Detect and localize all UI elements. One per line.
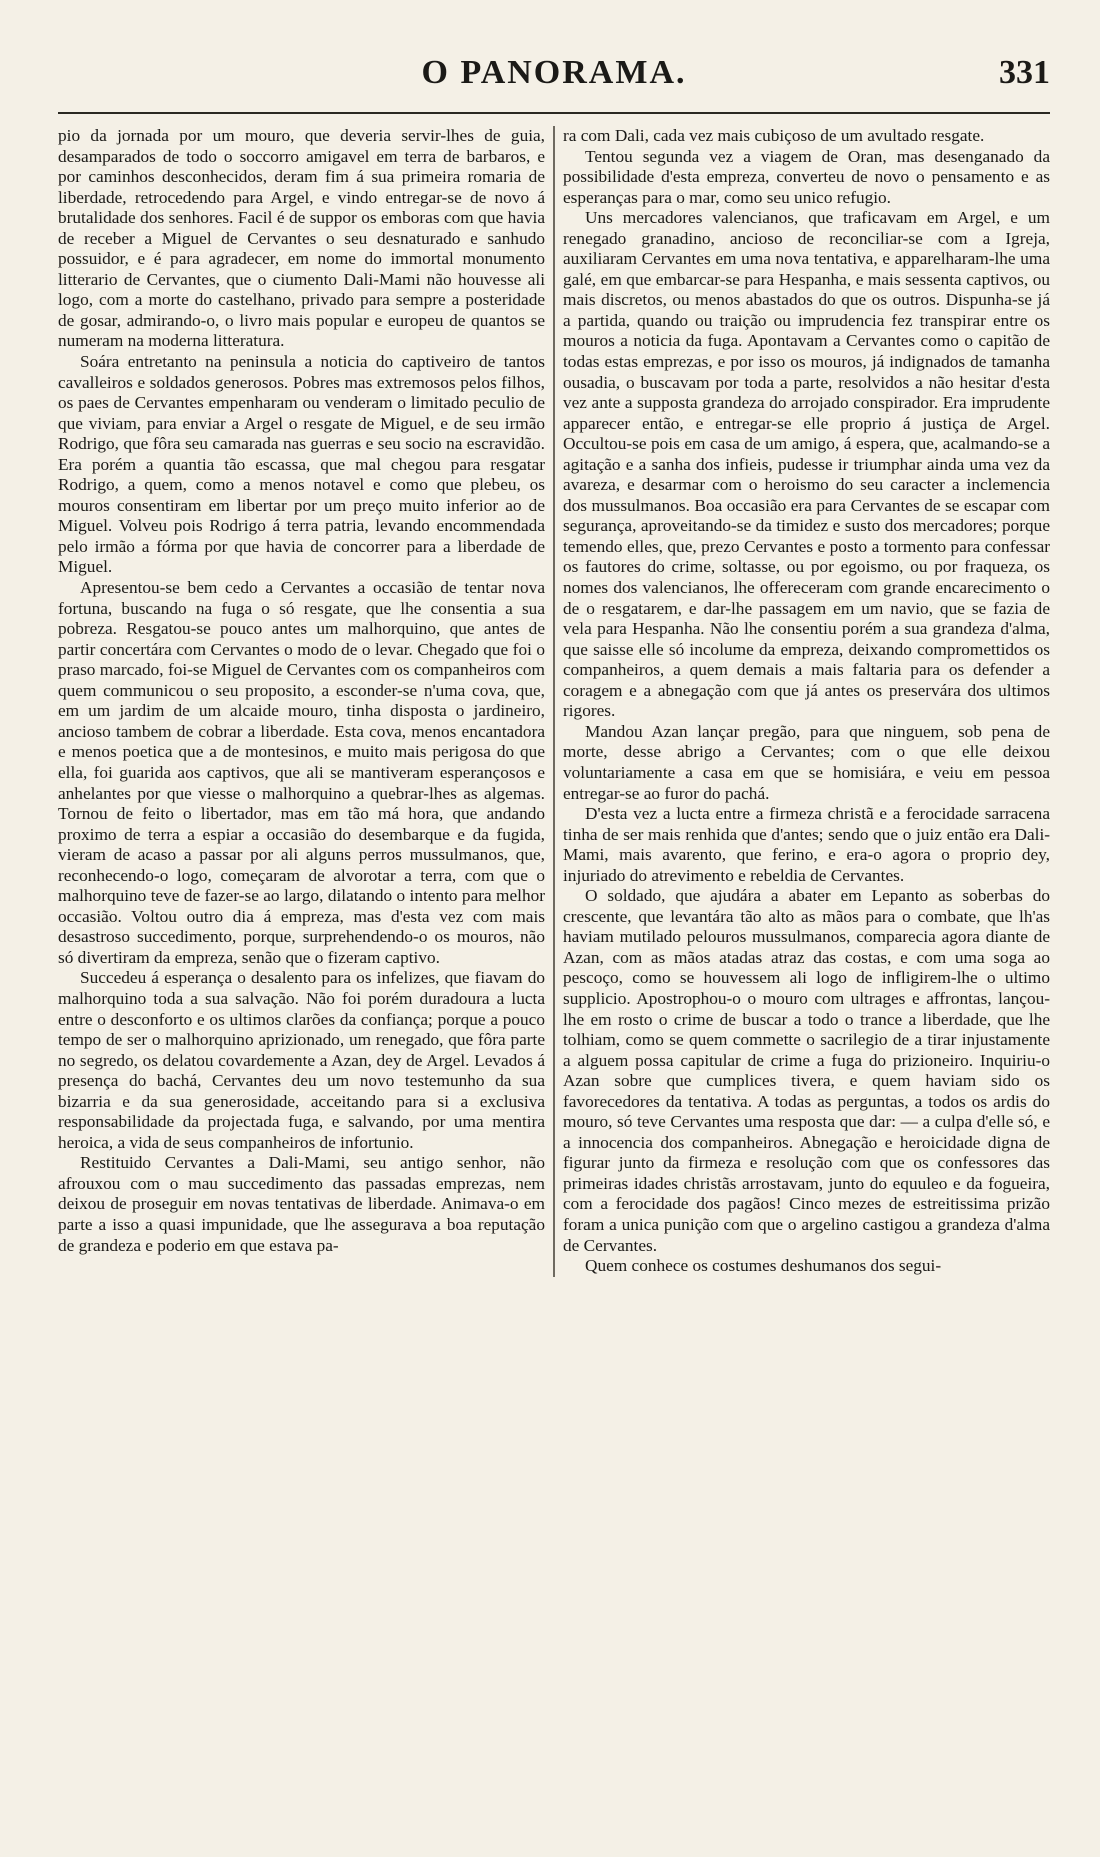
paragraph: Quem conhece os costumes deshumanos dos segui-: [585, 1256, 942, 1276]
paragraph: Tentou segunda vez a viagem de Oran, mas desenganado da possibilidade d'esta empreza, converteu de novo o pensamento e as esperanças para o mar, como seu unico refugio.: [563, 146, 1050, 207]
paragraph: Uns mercadores valencianos, que traficavam em Argel, e um renegado granadino, ancioso de reconciliar-se com a Igreja, auxiliaram Cervantes em uma nova tentativa, e apparelharam-lhe uma galé, em que embarcar-se para Hespanha, e mais sessenta captivos, ou mais discretos, ou menos abastados do que os outros. Dispunha-se já a partida, quando ou traição ou imprudencia fez transpirar entre os mouros a noticia da fuga. Apontavam a Cervantes como o capitão de todas estas emprezas, e por isso os mouros, já indignados de tamanha ousadia, o buscavam por toda a parte, resolvidos a não hesitar d'esta vez ante a supposta grandeza do arrojado conspirador. Era imprudente apparecer então, e entregar-se elle proprio á justiça de Argel. Occultou-se pois em casa de um amigo, á espera, que, acalmando-se a agitação e a sanha dos infieis, pudesse ir triumphar ainda uma vez da avareza, e desarmar com o heroismo do seu caracter a inclemencia dos mussulmanos. Boa occasião era para Cervantes de se escapar com segurança, aproveitando-se da timidez e susto dos mercadores; porque temendo elles, que, prezo Cervantes e posto a tormento para confessar os fautores do crime, soltasse, ou por egoismo, ou por fraqueza, os nomes dos valencianos, lhe offereceram com grande encarecimento o de o resgatarem, e dar-lhe passagem em um navio, que se fazia de vela para Hespanha. Não lhe consentiu porém a sua grandeza d'alma, que saisse elle só incolume da empreza, deixando compromettidos os companheiros, a quem demais a mais faltaria para os defender a coragem e a abnegação com que já antes os preservára dos ultimos rigores.: [563, 208, 1050, 721]
left-column: [58, 126, 545, 1256]
paragraph: pio da jornada por um mouro, que deveria servir-lhes de guia, desamparados de todo o soccorro amigavel em terra de barbaros, e por caminhos desconhecidos, deram fim á sua primeira romaria de liberdade, retrocedendo para Argel, e vindo entregar-se de novo á brutalidade dos senhores. Facil é de suppor os emboras com que havia de receber a Miguel de Cervantes o seu desnaturado e sanhudo possuidor, e é para agradecer, em nome do immortal monumento litterario de Cervantes, que o ciumento Dali-Mami não houvesse ali logo, com a morte do castelhano, privado para sempre a posteridade de gosar, admirando-o, o livro mais popular e europeu de quantos se numeram na moderna litteratura.: [58, 126, 545, 351]
article-columns: [58, 126, 1050, 1277]
paragraph: O soldado, que ajudára a abater em Lepanto as soberbas do crescente, que levantára tão alto as mãos para o combate, que lh'as haviam mutilado pelouros mussulmanos, comparecia agora diante de Azan, com as mãos atadas atraz das costas, e com uma soga ao pescoço, como se houvessem ali logo de infligirem-lhe o ultimo supplicio. Apostrophou-o o mouro com ultrages e affrontas, lançou-lhe em rosto o crime de buscar a todo o trance a liberdade, que lhe tolhiam, como se quem commette o sacrilegio de a tirar injustamente a alguem possa capitular de crime a fuga do prizioneiro. Inquiriu-o Azan sobre que cumplices tivera, e quem haviam sido os favorecedores da tentativa. A todas as perguntas, a todos os ardis do mouro, só teve Cervantes uma resposta que dar: — a culpa d'elle só, e a innocencia dos companheiros. Abnegação e heroicidade digna de figurar junto da firmeza e resolução com que os confessores das primeiras idades christãs arrostavam, junto do equuleo e da fogueira, com a ferocidade dos pagãos! Cinco mezes de estreitissima prizão foram a unica punição com que o argelino castigou a grandeza d'alma de Cervantes.: [563, 886, 1050, 1255]
paragraph: Apresentou-se bem cedo a Cervantes a occasião de tentar nova fortuna, buscando na fuga o só resgate, que lhe consentia a sua pobreza. Resgatou-se pouco antes um malhorquino, que antes de partir concertára com Cervantes o modo de o levar. Chegado que foi o praso marcado, foi-se Miguel de Cervantes com os companheiros com quem communicou o seu proposito, a esconder-se n'uma cova, que, em um jardim de um alcaide mouro, tinha disposta o jardineiro, ancioso tambem de cobrar a liberdade. Esta cova, menos encantadora e menos poetica que a de montesinos, e muito mais perigosa do que ella, foi guarida aos captivos, que ali se mantiveram esperançosos e anhelantes por que viesse o malhorquino a quebrar-lhes as algemas. Tornou de feito o libertador, mas em tão má hora, que andando proximo de terra a espiar a occasião do desembarque e da fugida, vieram de acaso a passar por ali alguns perros mussulmanos, que, reconhecendo-o logo, começaram de alvorotar a terra, com que o malhorquino teve de fazer-se ao largo, dilatando o intento para melhor occasião. Voltou outro dia á empreza, mas d'esta vez com mais desastroso succedimento, porque, surprehendendo-o os mouros, não só divertiram da empreza, senão que o fizeram captivo.: [58, 578, 545, 967]
paragraph: Mandou Azan lançar pregão, para que ninguem, sob pena de morte, desse abrigo a Cervantes; com o que elle deixou voluntariamente a casa em que se homisiára, e veiu em pessoa entregar-se ao furor do pachá.: [563, 721, 1050, 803]
right-column: [563, 126, 1050, 1277]
paragraph: ra com Dali, cada vez mais cubiçoso de um avultado resgate.: [563, 126, 985, 145]
column-divider: [553, 126, 555, 1277]
header-rule: [58, 112, 1050, 114]
paragraph: Restituido Cervantes a Dali-Mami, seu antigo senhor, não afrouxou com o mau succedimento das passadas emprezas, nem deixou de proseguir em novas tentativas de liberdade. Animava-o em parte a isso a quasi impunidade, que lhe assegurava a boa reputação de grandeza e poderio em que estava pa-: [58, 1153, 545, 1255]
page-number: 331: [999, 54, 1050, 91]
masthead: [58, 54, 1050, 112]
newspaper-title: O PANORAMA.: [421, 54, 687, 91]
paragraph: Soára entretanto na peninsula a noticia do captiveiro de tantos cavalleiros e soldados generosos. Pobres mas extremosos pelos filhos, os paes de Cervantes empenharam ou venderam o limitado peculio de que viviam, para enviar a Argel o resgate de Miguel, e de seu irmão Rodrigo, que fôra seu camarada nas guerras e seu socio na escravidão. Era porém a quantia tão escassa, que mal chegou para resgatar Rodrigo, a quem, como a menos notavel e como que plebeu, os mouros consentiram em libertar por um preço muito inferior ao de Miguel. Volveu pois Rodrigo á terra patria, levando encommendada pelo irmão a fórma por que havia de concorrer para a liberdade de Miguel.: [58, 352, 545, 577]
paragraph: D'esta vez a lucta entre a firmeza christã e a ferocidade sarracena tinha de ser mais renhida que d'antes; sendo que o juiz então era Dali-Mami, mais avarento, que ferino, e era-o agora o proprio dey, injuriado do atrevimento e rebeldia de Cervantes.: [563, 804, 1050, 885]
paragraph: Succedeu á esperança o desalento para os infelizes, que fiavam do malhorquino toda a sua salvação. Não foi porém duradoura a lucta entre o desconforto e os ultimos clarões da confiança; porque a pouco tempo de ser o malhorquino aprizionado, um renegado, que fôra parte no segredo, os delatou covardemente a Azan, dey de Argel. Levados á presença do bachá, Cervantes deu um novo testemunho da sua bizarria e da sua generosidade, acceitando para si a exclusiva responsabilidade da projectada fuga, e salvando, por uma mentira heroica, a vida de seus companheiros de infortunio.: [58, 968, 545, 1152]
